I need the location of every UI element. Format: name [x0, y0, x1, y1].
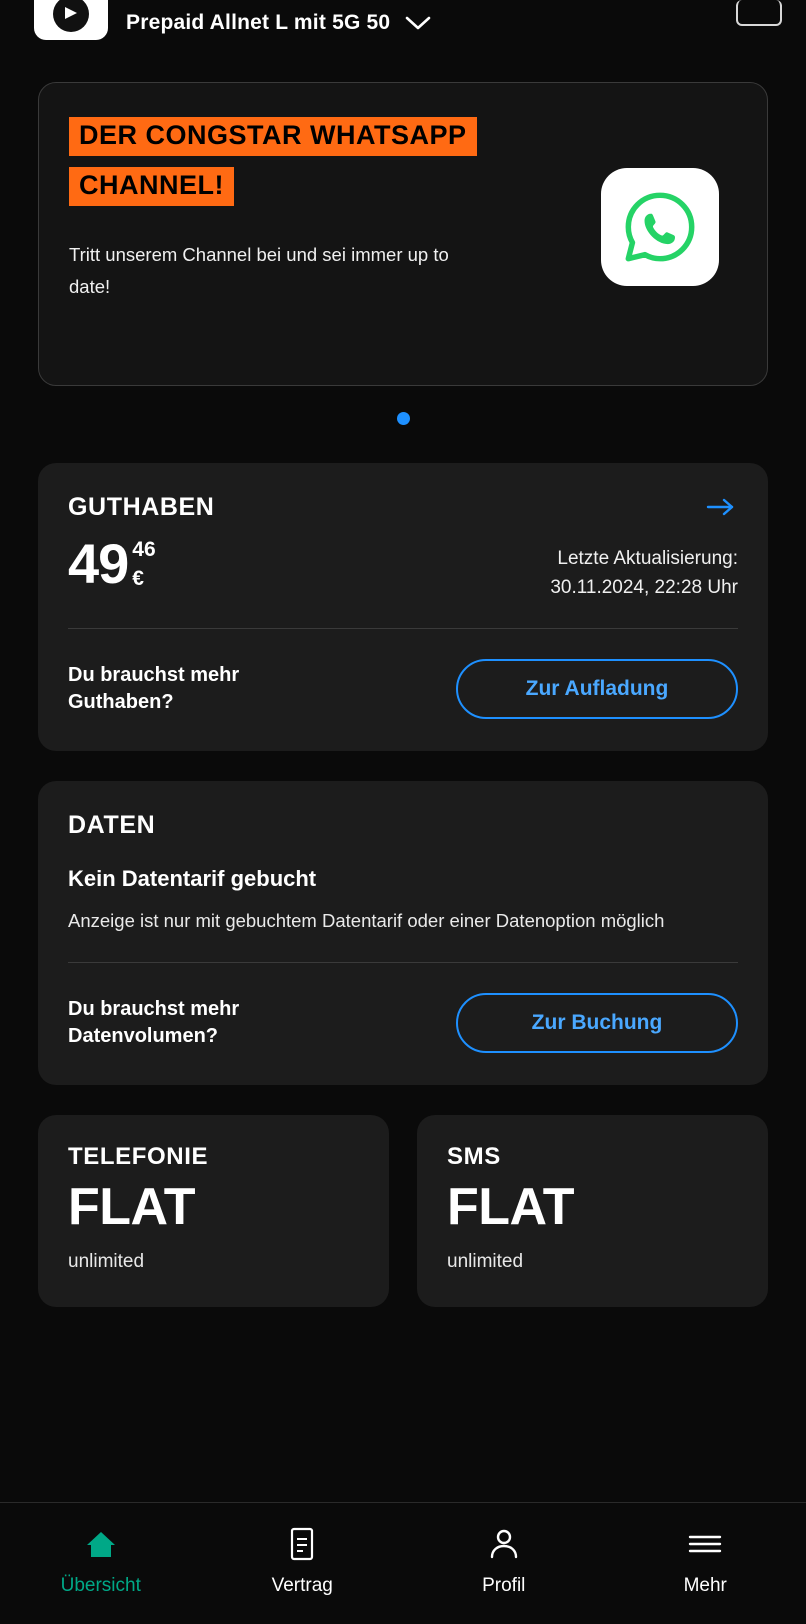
telephony-note: unlimited [68, 1250, 145, 1272]
balance-currency: € [132, 567, 144, 590]
tiles-row [38, 1115, 768, 1307]
balance-updated [550, 537, 738, 602]
tab-mehr[interactable] [605, 1527, 806, 1597]
tab-uebersicht[interactable] [0, 1527, 202, 1597]
document-icon [288, 1527, 316, 1561]
tab-label-profil: Profil [482, 1575, 526, 1596]
topup-button[interactable]: Zur Aufladung [456, 659, 738, 719]
tab-label-vertrag: Vertrag [271, 1575, 333, 1596]
balance-updated-line2: 30.11.2024, 22:28 Uhr [550, 576, 738, 598]
tab-profil[interactable] [403, 1527, 605, 1597]
home-icon [84, 1527, 118, 1561]
promo-body: Tritt unserem Channel bei und sei immer up to date! [69, 244, 449, 297]
sms-note: unlimited [447, 1250, 524, 1272]
chevron-down-icon[interactable] [404, 9, 432, 37]
carousel-dots[interactable] [38, 412, 768, 425]
telephony-tile [38, 1115, 389, 1307]
bottom-tabbar [0, 1502, 806, 1624]
tab-label-uebersicht: Übersicht [60, 1575, 141, 1596]
carousel-dot-1[interactable] [397, 412, 410, 425]
data-cta-label: Du brauchst mehr Datenvolumen? [68, 997, 240, 1047]
promo-headline-line1: DER CONGSTAR WHATSAPP [69, 117, 477, 156]
balance-fraction: 46 [132, 538, 156, 561]
balance-updated-line1: Letzte Aktualisierung: [557, 548, 738, 569]
data-subtitle: Kein Datentarif gebucht [68, 866, 317, 891]
balance-cta-label: Du brauchst mehr Guthaben? [68, 664, 240, 713]
data-card [38, 781, 768, 1085]
main-content [0, 46, 806, 1502]
balance-title: GUTHABEN [68, 493, 215, 521]
sms-title: SMS [447, 1142, 501, 1170]
app-header [0, 0, 806, 46]
balance-integer: 49 [68, 532, 129, 595]
book-data-button[interactable]: Zur Buchung [456, 993, 738, 1053]
sms-tile [417, 1115, 768, 1307]
balance-amount [68, 532, 156, 595]
sms-value: FLAT [447, 1177, 574, 1236]
balance-card [38, 463, 768, 751]
promo-headline-line2: CHANNEL! [69, 167, 234, 206]
whatsapp-icon [601, 168, 719, 286]
data-note: Anzeige ist nur mit gebuchtem Datentarif oder einer Datenoption möglich [68, 910, 665, 931]
tab-label-mehr: Mehr [683, 1575, 727, 1596]
promo-card[interactable] [38, 82, 768, 386]
telephony-value: FLAT [68, 1177, 195, 1236]
arrow-right-icon[interactable] [692, 493, 738, 527]
person-icon [487, 1527, 521, 1561]
telephony-title: TELEFONIE [68, 1142, 209, 1170]
tab-vertrag[interactable] [202, 1527, 404, 1597]
hamburger-icon [687, 1527, 723, 1561]
congstar-logo-icon [34, 0, 108, 40]
tariff-name: Prepaid Allnet L mit 5G 50 [126, 11, 391, 34]
data-title: DATEN [68, 811, 156, 839]
header-action[interactable] [736, 0, 782, 26]
